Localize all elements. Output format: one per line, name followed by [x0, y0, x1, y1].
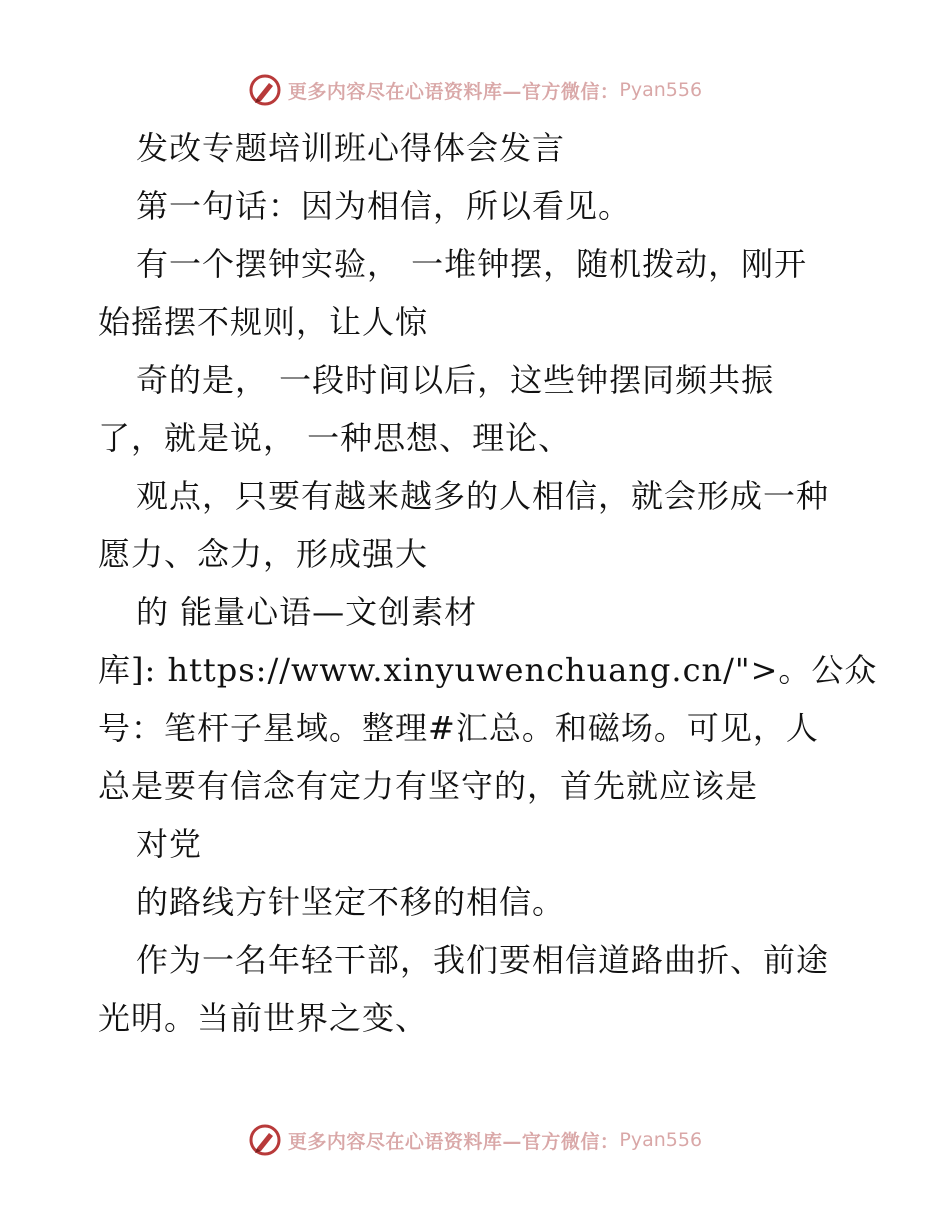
paragraph-line: 对党: [136, 825, 203, 863]
header-banner: [0, 70, 950, 110]
pen-logo-icon: [248, 1123, 282, 1157]
paragraph-line: 的 能量心语—文创素材: [136, 593, 478, 631]
paragraph-line: 始摇摆不规则，让人惊: [98, 303, 429, 341]
paragraph-line: 有一个摆钟实验， 一堆钟摆，随机拨动，刚开: [136, 245, 808, 283]
banner-text: 更多内容尽在心语资料库—官方微信：: [287, 80, 620, 103]
paragraph-line: 观点，只要有越来越多的人相信，就会形成一种: [136, 477, 830, 515]
paragraph-line: 光明。当前世界之变、: [98, 999, 429, 1037]
paragraph-line: 奇的是， 一段时间以后，这些钟摆同频共振: [136, 361, 775, 399]
paragraph-line: 作为一名年轻干部，我们要相信道路曲折、前途: [136, 941, 830, 979]
footer-banner: [0, 1120, 950, 1160]
paragraph-line: 愿力、念力，形成强大: [98, 535, 429, 573]
banner-wechat-id: Pyan556: [619, 1129, 703, 1151]
paragraph-line-url: 库]: https://www.xinyuwenchuang.cn/">。公众: [98, 651, 878, 689]
paragraph-line: 第一句话：因为相信，所以看见。: [136, 187, 632, 225]
banner-text: 更多内容尽在心语资料库—官方微信：: [287, 1130, 620, 1153]
paragraph-line: 了，就是说， 一种思想、理论、: [98, 419, 572, 457]
banner-wechat-id: Pyan556: [619, 79, 703, 101]
pen-logo-icon: [248, 73, 282, 107]
paragraph-line: 号：笔杆子星域。整理#汇总。和磁场。可见，人: [98, 709, 819, 747]
paragraph-line: 总是要有信念有定力有坚守的，首先就应该是: [98, 767, 759, 805]
document-title: 发改专题培训班心得体会发言: [136, 129, 566, 167]
paragraph-line: 的路线方针坚定不移的相信。: [136, 883, 566, 921]
